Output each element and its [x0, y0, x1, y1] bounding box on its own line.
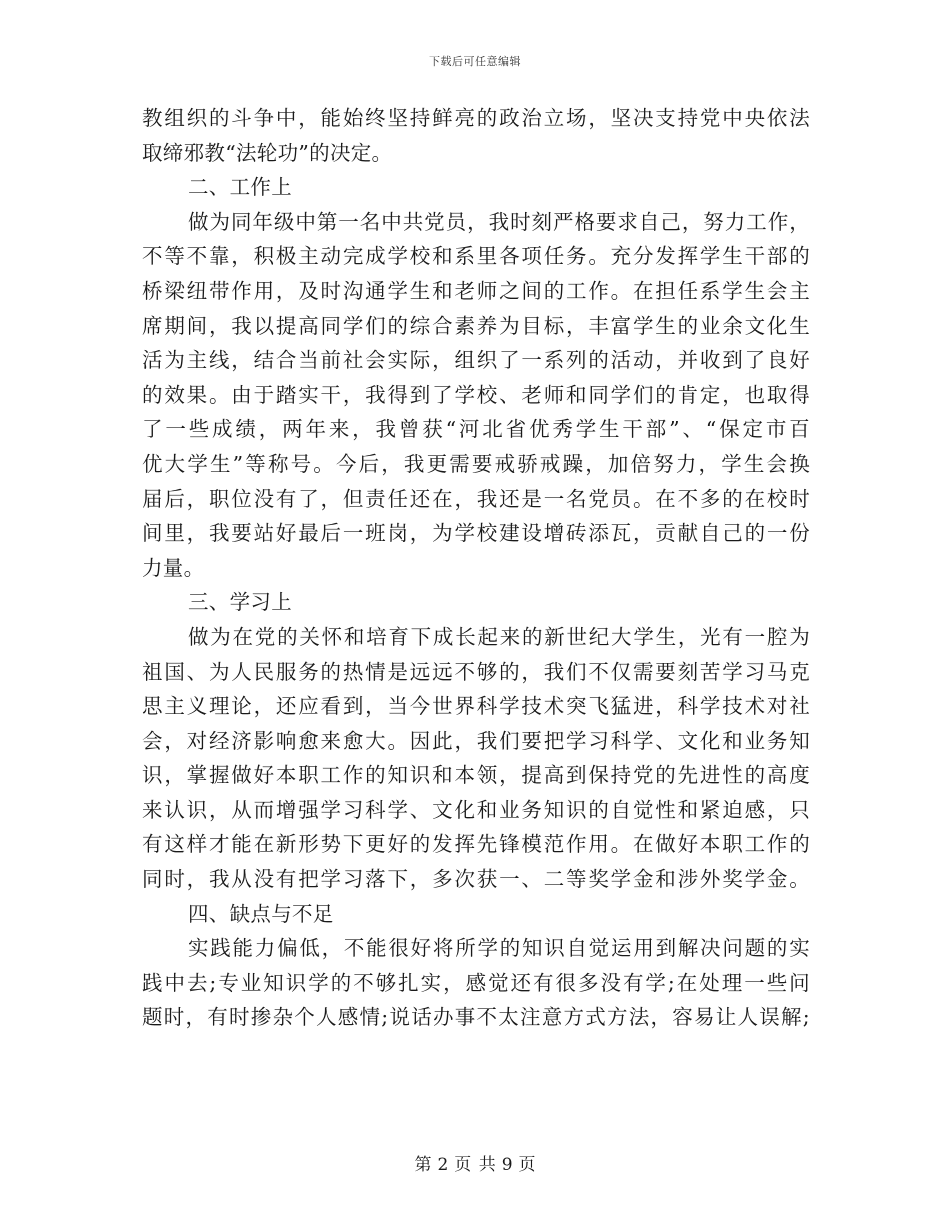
page-number-footer [0, 1150, 950, 1175]
footer-middle: 页 共 [454, 1155, 496, 1175]
body-line: 祖国、为人民服务的热情是远远不够的，我们不仅需要刻苦学习马克 [142, 659, 810, 684]
body-line: 不等不靠，积极主动完成学校和系里各项任务。充分发挥学生干部的 [142, 244, 810, 269]
body-line: 了一些成绩，两年来，我曾获“河北省优秀学生干部”、“保定市百 [142, 417, 810, 442]
body-line: 力量。 [142, 555, 205, 580]
footer-suffix: 页 [518, 1155, 536, 1175]
body-line: 取缔邪教“法轮功”的决定。 [142, 140, 393, 165]
body-line: 的效果。由于踏实干，我得到了学校、老师和同学们的肯定，也取得 [142, 382, 810, 407]
body-line: 做为同年级中第一名中共党员，我时刻严格要求自己，努力工作， [188, 209, 810, 234]
body-line: 来认识，从而增强学习科学、文化和业务知识的自觉性和紧迫感，只 [142, 797, 810, 822]
body-line: 思主义理论，还应看到，当今世界科学技术突飞猛进，科学技术对社 [142, 694, 810, 719]
body-line: 活为主线，结合当前社会实际，组织了一系列的活动，并收到了良好 [142, 348, 810, 373]
section-heading: 三、学习上 [188, 590, 292, 615]
body-line: 有这样才能在新形势下更好的发挥先锋模范作用。在做好本职工作的 [142, 832, 810, 857]
page-header-note: 下载后可任意编辑 [429, 55, 521, 68]
body-line: 教组织的斗争中，能始终坚持鲜亮的政治立场，坚决支持党中央依法 [142, 106, 810, 130]
body-line: 做为在党的关怀和培育下成长起来的新世纪大学生，光有一腔为 [188, 624, 810, 649]
body-line: 桥梁纽带作用，及时沟通学生和老师之间的工作。在担任系学生会主 [142, 278, 810, 303]
section-heading: 四、缺点与不足 [188, 901, 334, 926]
footer-prefix: 第 [414, 1155, 432, 1175]
footer-current-page: 2 [437, 1155, 449, 1175]
document-body [142, 101, 810, 1035]
body-line: 席期间，我以提高同学们的综合素养为目标，丰富学生的业余文化生 [142, 313, 810, 338]
body-line: 同时，我从没有把学习落下，多次获一、二等奖学金和涉外奖学金。 [142, 867, 810, 892]
body-line: 届后，职位没有了，但责任还在，我还是一名党员。在不多的在校时 [142, 486, 810, 511]
body-line: 实践能力偏低，不能很好将所学的知识自觉运用到解决问题的实 [188, 936, 810, 961]
body-line: 识，掌握做好本职工作的知识和本领，提高到保持党的先进性的高度 [142, 763, 810, 788]
section-heading: 二、工作上 [188, 175, 292, 200]
body-line: 间里，我要站好最后一班岗，为学校建设增砖添瓦，贡献自己的一份 [142, 521, 810, 546]
body-line: 优大学生”等称号。今后，我更需要戒骄戒躁，加倍努力，学生会换 [142, 451, 810, 476]
body-line: 题时，有时掺杂个人感情;说话办事不太注意方式方法，容易让人误解; [142, 1005, 810, 1030]
body-line: 践中去;专业知识学的不够扎实，感觉还有很多没有学;在处理一些问 [142, 970, 810, 995]
body-line: 会，对经济影响愈来愈大。因此，我们要把学习科学、文化和业务知 [142, 728, 810, 753]
footer-total-pages: 9 [501, 1155, 513, 1175]
